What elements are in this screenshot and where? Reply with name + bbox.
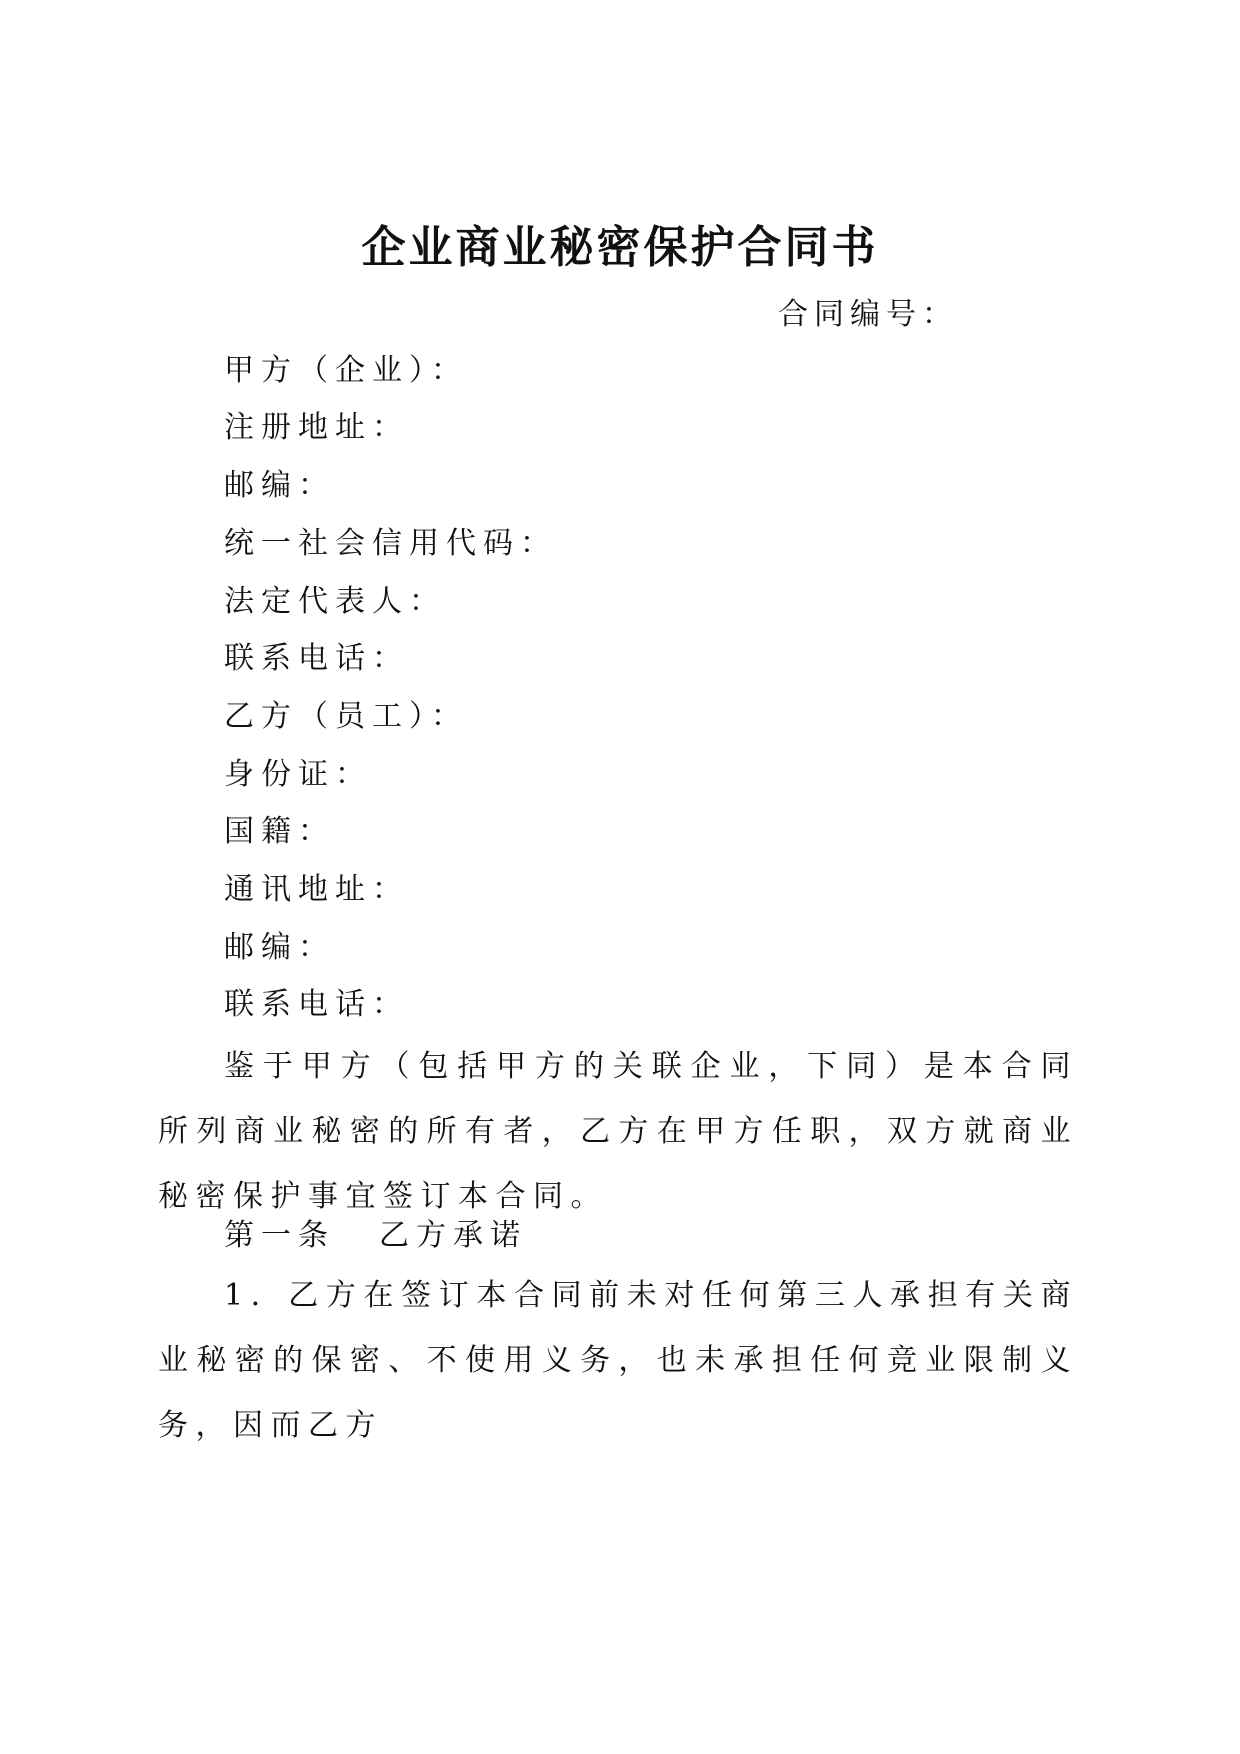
contract-number-label: 合同编号： <box>778 297 958 332</box>
party-b-nationality-label: 国籍： <box>224 814 335 849</box>
preamble-paragraph: 鉴于甲方（包括甲方的关联企业，下同）是本合同所列商业秘密的所有者，乙方在甲方任职，双方就商业秘密保护事宜签订本合同。 <box>158 1049 1078 1214</box>
party-a-credit-code-label: 统一社会信用代码： <box>224 526 557 561</box>
party-b-id-label: 身份证： <box>224 757 372 792</box>
article-1-heading <box>224 1214 527 1258</box>
party-a-legal-rep-label: 法定代表人： <box>224 584 446 619</box>
party-b-address-label: 通讯地址： <box>224 872 409 907</box>
party-a-address-label: 注册地址： <box>224 410 409 445</box>
party-a-postcode-label: 邮编： <box>224 468 335 503</box>
party-b-postcode-label: 邮编： <box>224 930 335 965</box>
party-b-label: 乙方（员工）： <box>224 699 468 734</box>
party-b-phone-label: 联系电话： <box>224 987 409 1022</box>
document-title: 企业商业秘密保护合同书 <box>361 222 879 273</box>
clause-1-1-paragraph: 1．乙方在签订本合同前未对任何第三人承担有关商业秘密的保密、不使用义务，也未承担任何竞业限制义务，因而乙方 <box>158 1278 1078 1443</box>
article-1-title: 乙方承诺 <box>379 1218 527 1253</box>
party-a-label: 甲方（企业）： <box>224 353 468 388</box>
article-1-number: 第一条 <box>224 1218 335 1253</box>
party-a-phone-label: 联系电话： <box>224 641 409 676</box>
